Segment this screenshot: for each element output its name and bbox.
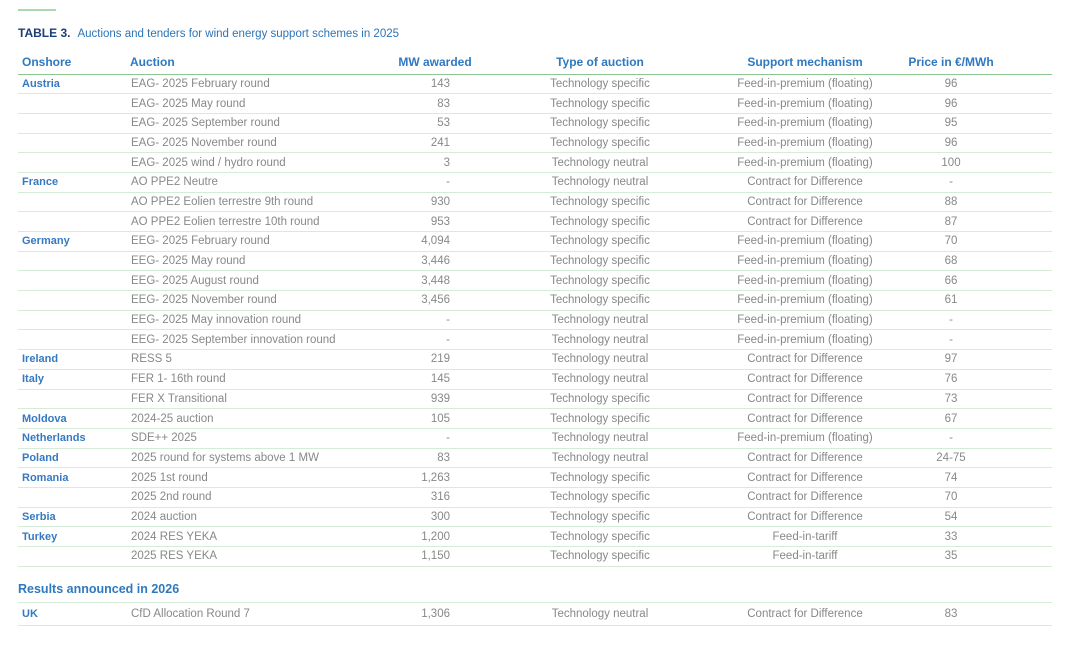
cell-support-mechanism: Feed-in-premium (floating) [710, 232, 900, 252]
cell-auction-name: EEG- 2025 May round [130, 251, 380, 271]
cell-auction-type: Technology specific [490, 487, 710, 507]
cell-mw-awarded: 1,263 [380, 468, 490, 488]
cell-auction-type: Technology specific [490, 251, 710, 271]
table-row [18, 271, 1052, 291]
cell-support-mechanism: Contract for Difference [710, 487, 900, 507]
cell-country: Turkey [18, 527, 130, 547]
table-row [18, 527, 1052, 547]
results-table-body [18, 603, 1052, 626]
cell-mw-awarded: 930 [380, 192, 490, 212]
cell-mw-awarded: 145 [380, 369, 490, 389]
table-row [18, 192, 1052, 212]
cell-auction-name: AO PPE2 Neutre [130, 172, 380, 192]
cell-auction-name: SDE++ 2025 [130, 428, 380, 448]
cell-country [18, 133, 130, 153]
cell-mw-awarded: 83 [380, 448, 490, 468]
column-header-type-of-auction: Type of auction [490, 50, 710, 74]
cell-support-mechanism: Feed-in-premium (floating) [710, 113, 900, 133]
table-row [18, 389, 1052, 409]
table-title: Auctions and tenders for wind energy support schemes in 2025 [77, 28, 400, 40]
cell-auction-type: Technology specific [490, 94, 710, 114]
cell-price: - [900, 172, 1052, 192]
table-row [18, 172, 1052, 192]
cell-auction-name: 2024-25 auction [130, 409, 380, 429]
table-row [18, 547, 1052, 567]
table-row [18, 428, 1052, 448]
table-row [18, 232, 1052, 252]
cell-country [18, 192, 130, 212]
cell-price: - [900, 310, 1052, 330]
column-header-onshore: Onshore [18, 50, 130, 74]
cell-auction-name: EEG- 2025 August round [130, 271, 380, 291]
cell-price: 54 [900, 507, 1052, 527]
results-section-heading: Results announced in 2026 [18, 582, 180, 596]
results-2026-table [18, 602, 1052, 626]
table-row [18, 113, 1052, 133]
cell-auction-type: Technology neutral [490, 428, 710, 448]
column-header-price: Price in €/MWh [900, 50, 1052, 74]
column-header-support-mechanism: Support mechanism [710, 50, 900, 74]
cell-price: 73 [900, 389, 1052, 409]
cell-auction-name: 2024 RES YEKA [130, 527, 380, 547]
cell-auction-type: Technology neutral [490, 310, 710, 330]
table-row [18, 133, 1052, 153]
cell-mw-awarded: 83 [380, 94, 490, 114]
cell-auction-type: Technology neutral [490, 369, 710, 389]
cell-mw-awarded: 300 [380, 507, 490, 527]
table-row [18, 94, 1052, 114]
cell-auction-type: Technology specific [490, 527, 710, 547]
table-row [18, 487, 1052, 507]
cell-auction-type: Technology specific [490, 74, 710, 94]
cell-auction-name: EEG- 2025 September innovation round [130, 330, 380, 350]
table-row [18, 409, 1052, 429]
table-row [18, 74, 1052, 94]
cell-country: Italy [18, 369, 130, 389]
cell-auction-type: Technology specific [490, 507, 710, 527]
cell-price: 83 [900, 603, 1052, 626]
cell-price: 35 [900, 547, 1052, 567]
cell-price: 68 [900, 251, 1052, 271]
cell-auction-type: Technology specific [490, 547, 710, 567]
cell-mw-awarded: - [380, 330, 490, 350]
cell-country [18, 291, 130, 311]
cell-mw-awarded: 3,448 [380, 271, 490, 291]
cell-auction-name: 2025 round for systems above 1 MW [130, 448, 380, 468]
cell-mw-awarded: 3,446 [380, 251, 490, 271]
cell-auction-name: EAG- 2025 May round [130, 94, 380, 114]
cell-auction-type: Technology neutral [490, 448, 710, 468]
cell-price: 87 [900, 212, 1052, 232]
cell-price: 96 [900, 133, 1052, 153]
cell-support-mechanism: Contract for Difference [710, 350, 900, 370]
cell-support-mechanism: Feed-in-premium (floating) [710, 133, 900, 153]
cell-support-mechanism: Feed-in-tariff [710, 547, 900, 567]
cell-auction-name: EAG- 2025 September round [130, 113, 380, 133]
cell-auction-type: Technology neutral [490, 330, 710, 350]
column-header-mw-awarded: MW awarded [380, 50, 490, 74]
table-row [18, 507, 1052, 527]
cell-support-mechanism: Contract for Difference [710, 172, 900, 192]
cell-price: 70 [900, 487, 1052, 507]
cell-mw-awarded: 316 [380, 487, 490, 507]
cell-price: 88 [900, 192, 1052, 212]
cell-price: 96 [900, 74, 1052, 94]
cell-support-mechanism: Contract for Difference [710, 192, 900, 212]
cell-mw-awarded: 53 [380, 113, 490, 133]
cell-country: Germany [18, 232, 130, 252]
table-row [18, 448, 1052, 468]
cell-country [18, 113, 130, 133]
cell-country [18, 153, 130, 173]
cell-auction-name: EEG- 2025 February round [130, 232, 380, 252]
cell-auction-type: Technology specific [490, 389, 710, 409]
cell-country [18, 212, 130, 232]
cell-support-mechanism: Feed-in-premium (floating) [710, 153, 900, 173]
cell-price: 70 [900, 232, 1052, 252]
cell-auction-name: EEG- 2025 November round [130, 291, 380, 311]
cell-price: 76 [900, 369, 1052, 389]
cell-country: Serbia [18, 507, 130, 527]
cell-auction-name: EAG- 2025 wind / hydro round [130, 153, 380, 173]
cell-price: 67 [900, 409, 1052, 429]
cell-country: France [18, 172, 130, 192]
cell-auction-type: Technology specific [490, 232, 710, 252]
accent-dash [18, 9, 56, 11]
cell-mw-awarded: - [380, 172, 490, 192]
cell-auction-name: CfD Allocation Round 7 [130, 603, 380, 626]
cell-mw-awarded: 1,150 [380, 547, 490, 567]
cell-price: 95 [900, 113, 1052, 133]
cell-country [18, 547, 130, 567]
cell-support-mechanism: Feed-in-tariff [710, 527, 900, 547]
cell-auction-type: Technology specific [490, 409, 710, 429]
cell-support-mechanism: Feed-in-premium (floating) [710, 271, 900, 291]
cell-support-mechanism: Contract for Difference [710, 603, 900, 626]
cell-support-mechanism: Feed-in-premium (floating) [710, 428, 900, 448]
cell-support-mechanism: Feed-in-premium (floating) [710, 330, 900, 350]
cell-country: Ireland [18, 350, 130, 370]
table-row [18, 350, 1052, 370]
table-row [18, 330, 1052, 350]
cell-price: 33 [900, 527, 1052, 547]
cell-auction-type: Technology specific [490, 468, 710, 488]
table-row [18, 369, 1052, 389]
cell-auction-type: Technology specific [490, 291, 710, 311]
cell-support-mechanism: Contract for Difference [710, 448, 900, 468]
cell-support-mechanism: Contract for Difference [710, 409, 900, 429]
cell-mw-awarded: 219 [380, 350, 490, 370]
cell-country: Austria [18, 74, 130, 94]
cell-country [18, 330, 130, 350]
cell-auction-type: Technology specific [490, 212, 710, 232]
cell-country: Moldova [18, 409, 130, 429]
cell-auction-type: Technology neutral [490, 153, 710, 173]
auctions-table-body [18, 74, 1052, 566]
table-row [18, 603, 1052, 626]
table-label: TABLE 3. [18, 26, 71, 40]
cell-mw-awarded: 3 [380, 153, 490, 173]
cell-price: 96 [900, 94, 1052, 114]
cell-mw-awarded: 241 [380, 133, 490, 153]
cell-support-mechanism: Feed-in-premium (floating) [710, 291, 900, 311]
cell-country [18, 251, 130, 271]
auctions-table [18, 50, 1052, 567]
cell-auction-name: EAG- 2025 February round [130, 74, 380, 94]
cell-auction-name: AO PPE2 Eolien terrestre 10th round [130, 212, 380, 232]
table-caption [18, 24, 399, 42]
cell-auction-name: EEG- 2025 May innovation round [130, 310, 380, 330]
cell-price: 100 [900, 153, 1052, 173]
cell-auction-type: Technology specific [490, 113, 710, 133]
cell-auction-name: 2025 2nd round [130, 487, 380, 507]
cell-country: Netherlands [18, 428, 130, 448]
cell-country: UK [18, 603, 130, 626]
cell-country: Romania [18, 468, 130, 488]
cell-auction-name: RESS 5 [130, 350, 380, 370]
table-row [18, 212, 1052, 232]
cell-support-mechanism: Contract for Difference [710, 507, 900, 527]
cell-auction-type: Technology neutral [490, 603, 710, 626]
cell-mw-awarded: 105 [380, 409, 490, 429]
cell-mw-awarded: 953 [380, 212, 490, 232]
cell-auction-type: Technology neutral [490, 350, 710, 370]
cell-auction-name: 2024 auction [130, 507, 380, 527]
cell-price: 61 [900, 291, 1052, 311]
cell-price: 66 [900, 271, 1052, 291]
cell-price: - [900, 428, 1052, 448]
table-row [18, 291, 1052, 311]
table-row [18, 251, 1052, 271]
cell-price: 74 [900, 468, 1052, 488]
column-header-auction: Auction [130, 50, 380, 74]
cell-auction-name: FER X Transitional [130, 389, 380, 409]
cell-auction-name: EAG- 2025 November round [130, 133, 380, 153]
cell-support-mechanism: Feed-in-premium (floating) [710, 74, 900, 94]
cell-mw-awarded: 1,200 [380, 527, 490, 547]
cell-mw-awarded: 143 [380, 74, 490, 94]
cell-price: 97 [900, 350, 1052, 370]
cell-country [18, 389, 130, 409]
cell-country [18, 271, 130, 291]
cell-mw-awarded: 939 [380, 389, 490, 409]
table-row [18, 153, 1052, 173]
cell-auction-type: Technology specific [490, 271, 710, 291]
cell-auction-name: AO PPE2 Eolien terrestre 9th round [130, 192, 380, 212]
cell-auction-name: FER 1- 16th round [130, 369, 380, 389]
cell-price: - [900, 330, 1052, 350]
cell-auction-name: 2025 RES YEKA [130, 547, 380, 567]
cell-auction-type: Technology specific [490, 133, 710, 153]
cell-country [18, 310, 130, 330]
cell-support-mechanism: Feed-in-premium (floating) [710, 251, 900, 271]
cell-support-mechanism: Contract for Difference [710, 468, 900, 488]
cell-country [18, 487, 130, 507]
cell-mw-awarded: - [380, 428, 490, 448]
cell-auction-name: 2025 1st round [130, 468, 380, 488]
cell-country: Poland [18, 448, 130, 468]
cell-country [18, 94, 130, 114]
cell-mw-awarded: 4,094 [380, 232, 490, 252]
cell-support-mechanism: Contract for Difference [710, 389, 900, 409]
table-row [18, 468, 1052, 488]
cell-auction-type: Technology specific [490, 192, 710, 212]
cell-support-mechanism: Feed-in-premium (floating) [710, 310, 900, 330]
cell-support-mechanism: Contract for Difference [710, 212, 900, 232]
cell-support-mechanism: Contract for Difference [710, 369, 900, 389]
cell-mw-awarded: 1,306 [380, 603, 490, 626]
cell-mw-awarded: 3,456 [380, 291, 490, 311]
cell-price: 24-75 [900, 448, 1052, 468]
table-header-row [18, 50, 1052, 74]
cell-mw-awarded: - [380, 310, 490, 330]
cell-support-mechanism: Feed-in-premium (floating) [710, 94, 900, 114]
table-row [18, 310, 1052, 330]
cell-auction-type: Technology neutral [490, 172, 710, 192]
